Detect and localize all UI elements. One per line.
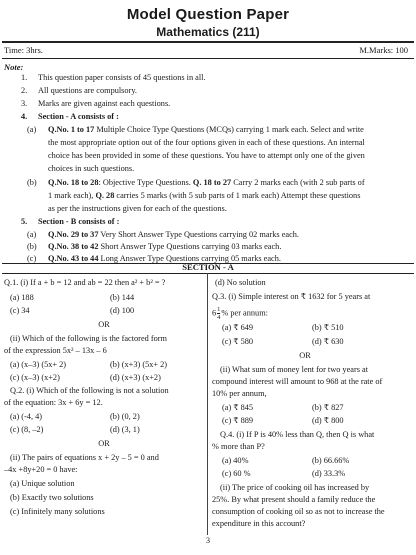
note-sub-text: Q.No. 38 to 42 Short Answer Type Questions carrying 03 marks each. — [48, 242, 282, 251]
question-text: expenditure in this account? — [212, 519, 306, 528]
option: (c) (8, –2) — [10, 425, 44, 434]
option: (c) 34 — [10, 306, 30, 315]
notes-heading: Note: — [4, 62, 24, 72]
question-text: compound interest will amount to 968 at the rate of — [212, 377, 383, 386]
note-text: This question paper consists of 45 questions in all. — [38, 73, 206, 82]
note-text: Marks are given against each questions. — [38, 99, 171, 108]
marks-label: M.Marks: 100 — [359, 45, 408, 55]
column-divider — [207, 273, 208, 535]
option: (d) ₹ 630 — [312, 337, 344, 346]
section-a-heading: SECTION - A — [182, 262, 234, 272]
question-text: –4x +8y+20 = 0 have: — [4, 465, 78, 474]
note-sub-text: Q.No. 1 to 17 Multiple Choice Type Questions (MCQs) carrying 1 mark each. Select and write — [48, 125, 364, 134]
option: (a) (-4, 4) — [10, 412, 43, 421]
note-sub-text: Q.No. 43 to 44 Long Answer Type Questions carrying 05 marks each. — [48, 254, 281, 263]
note-sub-label: (b) — [27, 178, 37, 187]
note-sub-text: as per the instructions given for each of the questions. — [48, 204, 227, 213]
note-number: 3. — [21, 99, 28, 108]
note-sub-text: 1 mark each), Q. 28 carries 5 marks (with 5 sub parts of 1 mark each) Attempt these questions — [48, 191, 361, 200]
option: (d) (x+3) (x+2) — [110, 373, 161, 382]
question-text: 10% per annum, — [212, 389, 267, 398]
note-sub-text: Q.No. 29 to 37 Very Short Answer Type Questions carrying 02 marks each. — [48, 230, 299, 239]
note-number: 5. — [21, 217, 28, 226]
option: (a) Unique solution — [10, 479, 75, 488]
page-title: Model Question Paper — [126, 6, 290, 23]
section-rule-bottom — [2, 273, 414, 274]
note-section-b-heading: Section - B consists of : — [38, 217, 120, 226]
option: (c) (x–3) (x+2) — [10, 373, 60, 382]
question-text: (ii) What sum of money lent for two years at — [220, 365, 368, 374]
option: (b) (x+3) (5x+ 2) — [110, 360, 168, 369]
note-sub-label: (b) — [27, 242, 37, 251]
question-text: consumption of cooking oil so as not to increase the — [212, 507, 385, 516]
note-sub-text: Q.No. 18 to 28: Objective Type Questions. Q. 18 to 27 Carry 2 marks each (with 2 sub parts of — [48, 178, 365, 187]
page-number: 3 — [206, 536, 210, 545]
question-text: Q.4. (i) If P is 40% less than Q, then Q is what — [220, 430, 375, 439]
note-number: 2. — [21, 86, 28, 95]
question-text: Q.3. (i) Simple interest on ₹ 1632 for 5 years at — [212, 292, 371, 301]
option: (b) ₹ 827 — [312, 403, 344, 412]
option: (d) (3, 1) — [110, 425, 140, 434]
option: (c) Infinitely many solutions — [10, 507, 105, 516]
option: (b) 66.66% — [312, 456, 350, 465]
option: (a) 40% — [222, 456, 249, 465]
note-sub-label: (a) — [27, 125, 37, 134]
question-text: % more than P? — [212, 442, 265, 451]
note-sub-text: the most appropriate option out of the four options given in each of these questions. An internal — [48, 138, 365, 147]
option: (d) 33.3% — [312, 469, 346, 478]
option: (b) 144 — [110, 293, 135, 302]
or-divider: OR — [98, 320, 110, 329]
question-text: (ii) The pairs of equations x + 2y – 5 = 0 and — [10, 453, 159, 462]
header-rule-bottom — [2, 58, 414, 59]
option: (a) ₹ 845 — [222, 403, 254, 412]
option: (c) ₹ 580 — [222, 337, 254, 346]
option: (d) 100 — [110, 306, 135, 315]
option: (d) ₹ 800 — [312, 416, 344, 425]
note-section-a-heading: Section - A consists of : — [38, 112, 119, 121]
page-subtitle: Mathematics (211) — [156, 25, 260, 39]
option: (b) Exactly two solutions — [10, 493, 94, 502]
note-sub-label: (a) — [27, 230, 37, 239]
question-text: 25%. By what present should a family reduce the — [212, 495, 376, 504]
mixed-fraction: 6 $\frac{1}{4}$ % per annum: — [212, 306, 268, 321]
question-text: (ii) Which of the following is the factored form — [10, 334, 167, 343]
question-text: Q.1. (i) If a + b = 12 and ab = 22 then a² + b² = ? — [4, 278, 166, 287]
note-number: 4. — [21, 112, 28, 121]
or-divider: OR — [98, 439, 110, 448]
option: (b) ₹ 510 — [312, 323, 344, 332]
option: (c) ₹ 889 — [222, 416, 254, 425]
question-text: Q.2. (i) Which of the following is not a solution — [10, 386, 169, 395]
option: (d) No solution — [215, 278, 266, 287]
option: (a) (x–3) (5x+ 2) — [10, 360, 67, 369]
header-rule-top — [2, 41, 414, 43]
note-number: 1. — [21, 73, 28, 82]
note-sub-text: choice has been provided in some of these questions. You have to attempt only one of the given — [48, 151, 365, 160]
time-label: Time: 3hrs. — [4, 45, 43, 55]
note-text: All questions are compulsory. — [38, 86, 138, 95]
question-text: (ii) The price of cooking oil has increased by — [220, 483, 370, 492]
option: (b) (0, 2) — [110, 412, 140, 421]
note-sub-text: choices in such questions. — [48, 164, 135, 173]
note-sub-label: (c) — [27, 254, 37, 263]
option: (a) ₹ 649 — [222, 323, 254, 332]
question-text: of the expression 5x² – 13x – 6 — [4, 346, 107, 355]
option: (a) 188 — [10, 293, 34, 302]
or-divider: OR — [299, 351, 311, 360]
option: (c) 60 % — [222, 469, 251, 478]
question-text: of the equation: 3x + 6y = 12. — [4, 398, 103, 407]
